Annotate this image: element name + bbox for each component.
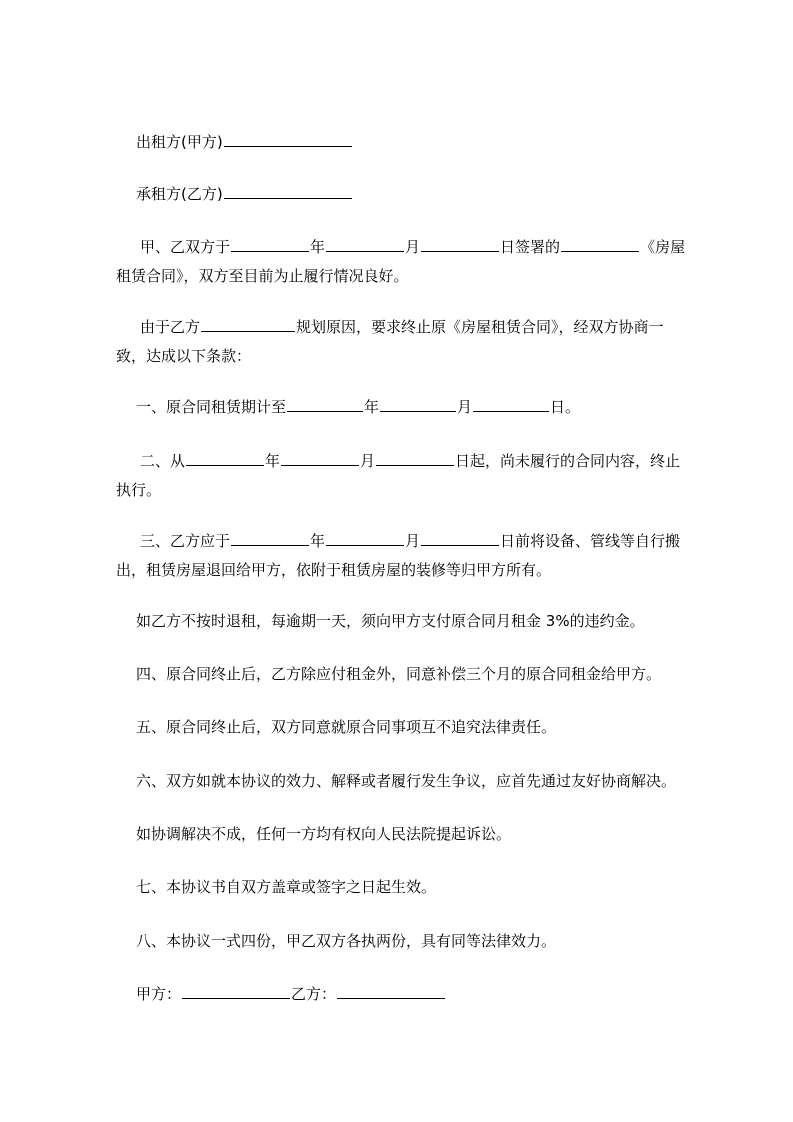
intro-contract-blank[interactable] — [561, 235, 639, 252]
lessor-label: 出租方(甲方) — [136, 133, 223, 151]
intro-text-1: 甲、乙双方于 — [140, 238, 231, 256]
clause-5 — [136, 713, 556, 742]
clause-8-text: 八、本协议一式四份，甲乙双方各执两份，具有同等法律效力。 — [136, 932, 557, 950]
clause-1-day-blank[interactable] — [473, 395, 549, 412]
clause-2-prefix: 二、从 — [140, 452, 186, 470]
penalty-line — [136, 607, 645, 636]
clause-6 — [136, 767, 676, 796]
clause-2-text-2: 执行。 — [116, 481, 162, 499]
clause-1-prefix: 一、原合同租赁期计至 — [136, 398, 287, 416]
clause-3-text-2: 出，租赁房屋退回给甲方，依附于租赁房屋的装修等归甲方所有。 — [116, 561, 552, 579]
intro-day-label: 日签署的 — [500, 238, 561, 256]
clause-6-text: 六、双方如就本协议的效力、解释或者履行发生争议，应首先通过友好协商解决。 — [136, 772, 677, 790]
clause-7-text: 七、本协议书自双方盖章或签字之日起生效。 — [136, 878, 437, 896]
party-a-label: 甲方： — [136, 985, 182, 1003]
clause-1-day-label: 日。 — [550, 398, 581, 416]
clause-3-line-2 — [116, 556, 551, 585]
party-a-blank[interactable] — [182, 982, 290, 999]
clause-3-year-blank[interactable] — [231, 529, 309, 546]
intro-line-2 — [116, 262, 409, 291]
clause-2-month-blank[interactable] — [281, 449, 359, 466]
clause-3-month-label: 月 — [405, 532, 421, 550]
clause-2-line-1 — [140, 447, 680, 476]
intro-year-label: 年 — [310, 238, 326, 256]
reason-line-1 — [140, 313, 664, 342]
clause-7 — [136, 873, 436, 902]
clause-1-year-label: 年 — [364, 398, 380, 416]
clause-3-prefix: 三、乙方应于 — [140, 532, 231, 550]
clause-2-day-blank[interactable] — [376, 449, 454, 466]
reason-blank[interactable] — [201, 315, 295, 332]
clause-1-month-label: 月 — [457, 398, 473, 416]
clause-2-day-text: 日起，尚未履行的合同内容，终止 — [455, 452, 681, 470]
clause-3-month-blank[interactable] — [326, 529, 404, 546]
clause-5-text: 五、原合同终止后，双方同意就原合同事项互不追究法律责任。 — [136, 718, 557, 736]
clause-1-month-blank[interactable] — [380, 395, 456, 412]
clause-3-day-text: 日前将设备、管线等自行搬 — [500, 532, 681, 550]
lessee-label: 承租方(乙方) — [136, 185, 223, 203]
clause-2-month-label: 月 — [360, 452, 376, 470]
lessor-blank[interactable] — [224, 130, 352, 147]
clause-3-year-label: 年 — [310, 532, 326, 550]
clause-2-year-blank[interactable] — [186, 449, 264, 466]
intro-day-blank[interactable] — [421, 235, 499, 252]
signature-line — [136, 980, 446, 1009]
party-b-blank[interactable] — [337, 982, 445, 999]
intro-contract-open: 《房屋 — [640, 238, 686, 256]
clause-2-year-label: 年 — [265, 452, 281, 470]
intro-month-blank[interactable] — [326, 235, 404, 252]
intro-year-blank[interactable] — [231, 235, 309, 252]
clause-1 — [136, 393, 580, 422]
clause-2-line-2 — [116, 476, 161, 505]
clause-8 — [136, 927, 556, 956]
clause-1-year-blank[interactable] — [287, 395, 363, 412]
lessor-line — [136, 128, 353, 157]
litigation-text: 如协调解决不成，任何一方均有权向人民法院提起诉讼。 — [136, 825, 512, 843]
lessee-blank[interactable] — [224, 182, 352, 199]
reason-line-2 — [116, 342, 251, 371]
intro-line-1 — [140, 233, 685, 262]
clause-3-line-1 — [140, 527, 680, 556]
clause-3-day-blank[interactable] — [421, 529, 499, 546]
intro-text-2: 租赁合同》，双方至目前为止履行情况良好。 — [116, 267, 409, 285]
reason-text-3: 致，达成以下条款： — [116, 347, 252, 365]
clause-4 — [136, 660, 661, 689]
intro-month-label: 月 — [405, 238, 421, 256]
clause-4-text: 四、原合同终止后，乙方除应付租金外，同意补偿三个月的原合同租金给甲方。 — [136, 665, 662, 683]
litigation-line — [136, 820, 511, 849]
reason-text-2: 规划原因，要求终止原《房屋租赁合同》，经双方协商一 — [296, 318, 664, 336]
reason-text-1: 由于乙方 — [140, 318, 201, 336]
party-b-label: 乙方： — [291, 985, 337, 1003]
lessee-line — [136, 180, 353, 209]
penalty-text: 如乙方不按时退租，每逾期一天，须向甲方支付原合同月租金 3%的违约金。 — [136, 612, 645, 630]
